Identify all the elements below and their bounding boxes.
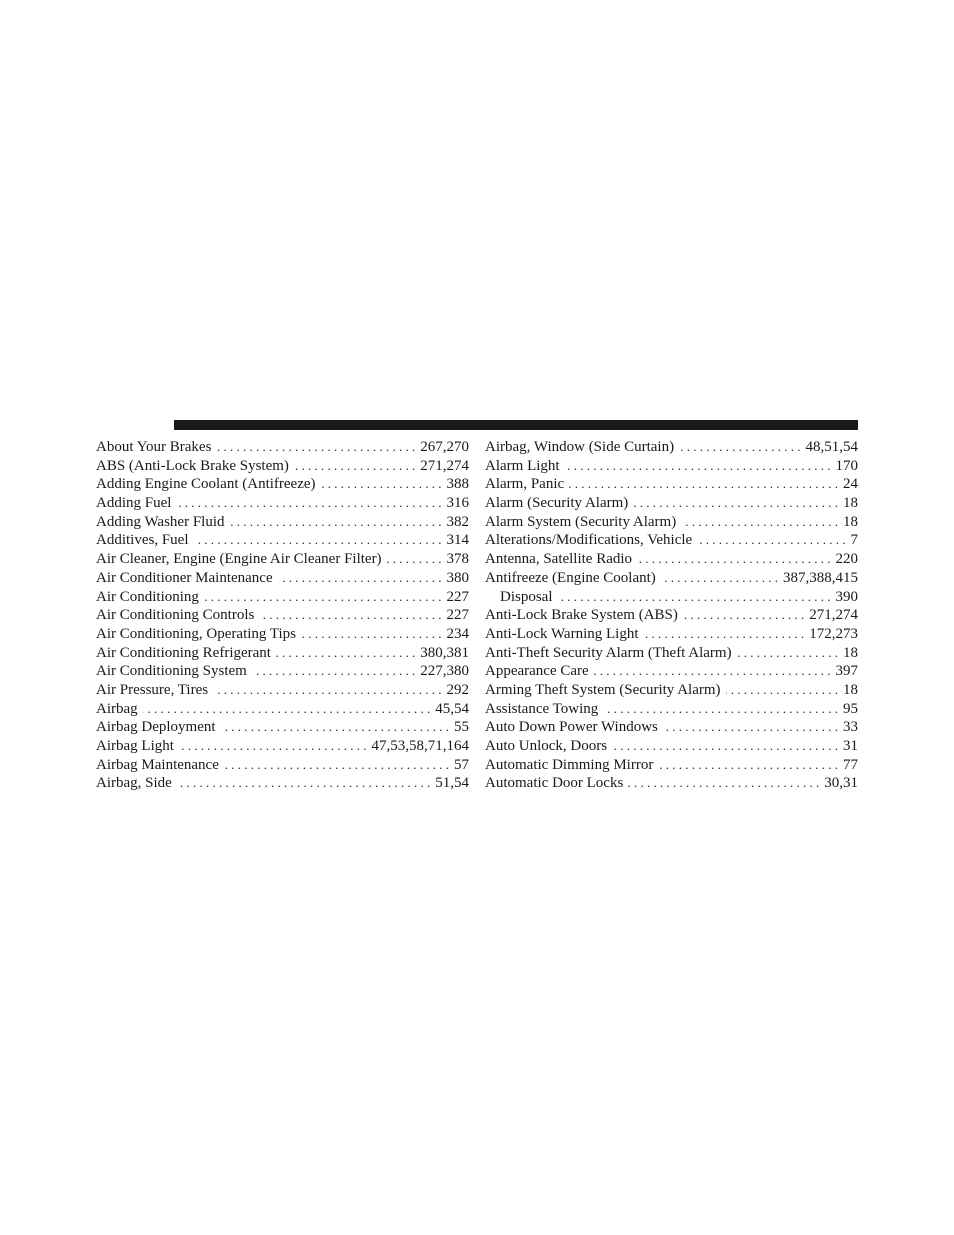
index-entry bbox=[96, 550, 469, 569]
index-entry bbox=[485, 681, 858, 700]
dot-leader bbox=[179, 737, 367, 756]
index-term: Alarm Light bbox=[485, 457, 560, 474]
dot-leader bbox=[661, 569, 778, 588]
index-page-numbers: 18 bbox=[843, 644, 858, 661]
index-page-numbers: 77 bbox=[843, 756, 858, 773]
dot-leader bbox=[216, 438, 415, 457]
index-entry bbox=[96, 756, 469, 775]
dot-leader bbox=[259, 606, 441, 625]
index-entry bbox=[96, 457, 469, 476]
dot-leader bbox=[737, 644, 838, 663]
index-term: Airbag, Window (Side Curtain) bbox=[485, 439, 675, 455]
index-entry bbox=[485, 513, 858, 532]
index-entry bbox=[96, 494, 469, 513]
index-page-numbers: 31 bbox=[843, 738, 858, 754]
index-page-numbers: 57 bbox=[454, 756, 469, 773]
index-entry bbox=[485, 550, 858, 569]
dot-leader bbox=[658, 756, 838, 775]
index-term: Auto Down Power Windows bbox=[485, 719, 658, 736]
index-term: Air Conditioning System bbox=[96, 663, 247, 680]
index-entry bbox=[96, 438, 469, 457]
index-page-numbers: 378 bbox=[446, 551, 469, 568]
index-term: Auto Unlock, Doors bbox=[485, 738, 608, 754]
index-page-numbers: 48,51,54 bbox=[805, 439, 858, 455]
dot-leader bbox=[221, 718, 449, 737]
index-term: About Your Brakes bbox=[96, 439, 212, 455]
dot-leader bbox=[633, 494, 838, 513]
index-page-numbers: 397 bbox=[835, 663, 858, 680]
dot-leader bbox=[294, 457, 415, 476]
index-page-numbers: 7 bbox=[850, 532, 858, 549]
index-page-numbers: 220 bbox=[835, 551, 858, 568]
index-entry bbox=[485, 494, 858, 513]
dot-leader bbox=[594, 662, 831, 681]
index-page-numbers: 380,381 bbox=[420, 644, 469, 661]
index-page-numbers: 227 bbox=[446, 588, 469, 605]
index-term: Air Conditioning Controls bbox=[96, 607, 255, 624]
index-entry bbox=[96, 644, 469, 663]
dot-leader bbox=[252, 662, 415, 681]
index-entry bbox=[485, 531, 858, 550]
index-page-numbers: 47,53,58,71,164 bbox=[371, 738, 469, 754]
index-entry bbox=[485, 700, 858, 719]
index-page-numbers: 314 bbox=[446, 532, 469, 549]
index-page-numbers: 227,380 bbox=[420, 663, 469, 680]
index-page-numbers: 33 bbox=[843, 719, 858, 736]
index-term: Antifreeze (Engine Coolant) bbox=[485, 569, 656, 586]
index-entry bbox=[96, 513, 469, 532]
index-page-numbers: 292 bbox=[446, 681, 469, 698]
index-term: Adding Engine Coolant (Antifreeze) bbox=[96, 476, 316, 493]
index-entry bbox=[96, 662, 469, 681]
index-term: Air Conditioner Maintenance bbox=[96, 569, 273, 586]
index-term: Disposal bbox=[500, 588, 553, 605]
index-entry bbox=[485, 457, 858, 476]
dot-leader bbox=[176, 494, 441, 513]
index-term: Additives, Fuel bbox=[96, 532, 189, 549]
index-term: Air Conditioning Refrigerant bbox=[96, 644, 271, 661]
dot-leader bbox=[224, 756, 449, 775]
index-page-numbers: 387,388,415 bbox=[783, 569, 858, 586]
dot-leader bbox=[644, 625, 805, 644]
index-term: Anti-Lock Warning Light bbox=[485, 625, 639, 642]
index-page-numbers: 390 bbox=[835, 588, 858, 605]
index-term: Air Conditioning bbox=[96, 588, 199, 605]
index-term: Arming Theft System (Security Alarm) bbox=[485, 681, 721, 698]
index-entry bbox=[485, 718, 858, 737]
index-term: Alarm, Panic bbox=[485, 476, 565, 493]
index-term: Anti-Theft Security Alarm (Theft Alarm) bbox=[485, 644, 732, 661]
index-entry bbox=[96, 737, 469, 756]
index-entry bbox=[96, 625, 469, 644]
index-entry bbox=[485, 662, 858, 681]
index-page-numbers: 18 bbox=[843, 513, 858, 530]
index-term: ABS (Anti-Lock Brake System) bbox=[96, 457, 289, 474]
index-page-numbers: 316 bbox=[446, 495, 469, 512]
dot-leader bbox=[697, 531, 845, 550]
dot-leader bbox=[276, 644, 415, 663]
index-page-numbers: 382 bbox=[446, 513, 469, 530]
index-page-numbers: 30,31 bbox=[824, 775, 858, 792]
dot-leader bbox=[683, 606, 804, 625]
dot-leader bbox=[278, 569, 442, 588]
header-rule bbox=[174, 420, 858, 430]
index-term: Adding Fuel bbox=[96, 495, 172, 512]
index-page-numbers: 271,274 bbox=[420, 457, 469, 474]
index-page-numbers: 234 bbox=[446, 625, 469, 642]
index-entry bbox=[96, 569, 469, 588]
index-entry bbox=[96, 774, 469, 793]
index-page-numbers: 267,270 bbox=[420, 439, 469, 455]
dot-leader bbox=[637, 550, 830, 569]
dot-leader bbox=[194, 531, 442, 550]
dot-leader bbox=[726, 681, 838, 700]
index-term: Antenna, Satellite Radio bbox=[485, 551, 633, 568]
index-entry bbox=[485, 625, 858, 644]
index-page-numbers: 271,274 bbox=[809, 607, 858, 624]
index-term: Automatic Dimming Mirror bbox=[485, 756, 654, 773]
index-term: Alterations/Modifications, Vehicle bbox=[485, 532, 693, 549]
index-entry bbox=[485, 644, 858, 663]
index-entry bbox=[96, 606, 469, 625]
dot-leader bbox=[681, 513, 838, 532]
dot-leader bbox=[565, 457, 831, 476]
index-term: Appearance Care bbox=[485, 663, 589, 680]
index-term: Assistance Towing bbox=[485, 700, 599, 717]
index-term: Air Cleaner, Engine (Engine Air Cleaner Filter) bbox=[96, 551, 382, 568]
index-term: Alarm (Security Alarm) bbox=[485, 495, 629, 512]
index-term: Airbag, Side bbox=[96, 775, 172, 792]
index-page-numbers: 51,54 bbox=[435, 775, 469, 792]
index-term: Air Pressure, Tires bbox=[96, 681, 209, 698]
index-term: Airbag bbox=[96, 700, 138, 717]
index-column-left bbox=[96, 438, 469, 793]
index-column-right bbox=[485, 438, 858, 793]
index-entry bbox=[485, 774, 858, 793]
dot-leader bbox=[612, 737, 838, 756]
index-page-numbers: 24 bbox=[843, 476, 858, 493]
dot-leader bbox=[230, 513, 442, 532]
index-entry bbox=[96, 700, 469, 719]
dot-leader bbox=[569, 475, 838, 494]
index-page-numbers: 18 bbox=[843, 495, 858, 512]
dot-leader bbox=[301, 625, 441, 644]
index-page-numbers: 227 bbox=[446, 607, 469, 624]
dot-leader bbox=[663, 718, 838, 737]
dot-leader bbox=[679, 438, 800, 457]
dot-leader bbox=[603, 700, 838, 719]
index-page-numbers: 55 bbox=[454, 719, 469, 736]
index-entry bbox=[485, 475, 858, 494]
index-entry bbox=[485, 588, 858, 607]
dot-leader bbox=[628, 774, 819, 793]
index-term: Air Conditioning, Operating Tips bbox=[96, 625, 297, 642]
dot-leader bbox=[558, 588, 831, 607]
dot-leader bbox=[387, 550, 442, 569]
index-entry bbox=[485, 756, 858, 775]
index-entry bbox=[485, 569, 858, 588]
index-entry bbox=[485, 438, 858, 457]
index-term: Alarm System (Security Alarm) bbox=[485, 513, 677, 530]
dot-leader bbox=[204, 588, 442, 607]
index-term: Airbag Maintenance bbox=[96, 756, 219, 773]
index-entry bbox=[96, 531, 469, 550]
index-entry bbox=[96, 718, 469, 737]
index-term: Anti-Lock Brake System (ABS) bbox=[485, 607, 678, 624]
index-entry bbox=[96, 475, 469, 494]
index-term: Adding Washer Fluid bbox=[96, 513, 225, 530]
index-term: Airbag Light bbox=[96, 738, 174, 754]
index-term: Airbag Deployment bbox=[96, 719, 216, 736]
index-entry bbox=[485, 606, 858, 625]
index-page-numbers: 18 bbox=[843, 681, 858, 698]
index-page-numbers: 170 bbox=[835, 457, 858, 474]
index-page-numbers: 380 bbox=[446, 569, 469, 586]
dot-leader bbox=[143, 700, 431, 719]
index-page-numbers: 45,54 bbox=[435, 700, 469, 717]
index-page-numbers: 388 bbox=[446, 476, 469, 493]
dot-leader bbox=[213, 681, 441, 700]
index-term: Automatic Door Locks bbox=[485, 775, 624, 792]
index-page-numbers: 172,273 bbox=[809, 625, 858, 642]
index-entry bbox=[96, 588, 469, 607]
index-page-numbers: 95 bbox=[843, 700, 858, 717]
dot-leader bbox=[177, 774, 430, 793]
index-entry bbox=[485, 737, 858, 756]
dot-leader bbox=[321, 475, 442, 494]
index-entry bbox=[96, 681, 469, 700]
